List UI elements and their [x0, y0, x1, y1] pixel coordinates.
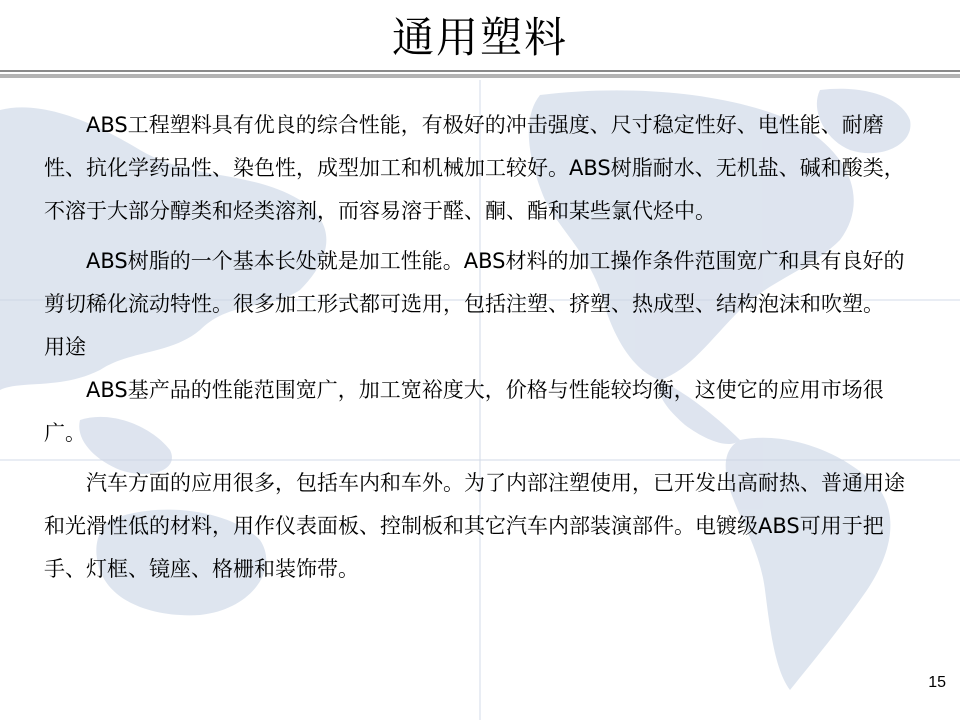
title-divider-light: [0, 74, 960, 78]
section-heading-uses: 用途: [44, 335, 86, 359]
paragraph-abs-automotive: 汽车方面的应用很多，包括车内和车外。为了内部注塑使用，已开发出高耐热、普通用途和光滑性低的材料，用作仪表面板、控制板和其它汽车内部装演部件。电镀级ABS可用于把手、灯框、镜座、格栅和装饰带。: [44, 471, 905, 581]
page-number: 15: [928, 674, 946, 691]
paragraph-abs-properties: ABS工程塑料具有优良的综合性能，有极好的冲击强度、尺寸稳定性好、电性能、耐磨性、抗化学药品性、染色性，成型加工和机械加工较好。ABS树脂耐水、无机盐、碱和酸类，不溶于大部分醇类和烃类溶剂，而容易溶于醛、酮、酯和某些氯代烃中。: [44, 113, 905, 223]
title-divider-dark: [0, 70, 960, 72]
slide-body: [44, 104, 922, 591]
slide-title: 通用塑料: [391, 13, 568, 62]
paragraph-abs-market: ABS基产品的性能范围宽广，加工宽裕度大，价格与性能较均衡，这使它的应用市场很广。: [44, 378, 884, 445]
paragraph-abs-processing: ABS树脂的一个基本长处就是加工性能。ABS材料的加工操作条件范围宽广和具有良好的剪切稀化流动特性。很多加工形式都可选用，包括注塑、挤塑、热成型、结构泡沫和吹塑。: [44, 249, 905, 316]
